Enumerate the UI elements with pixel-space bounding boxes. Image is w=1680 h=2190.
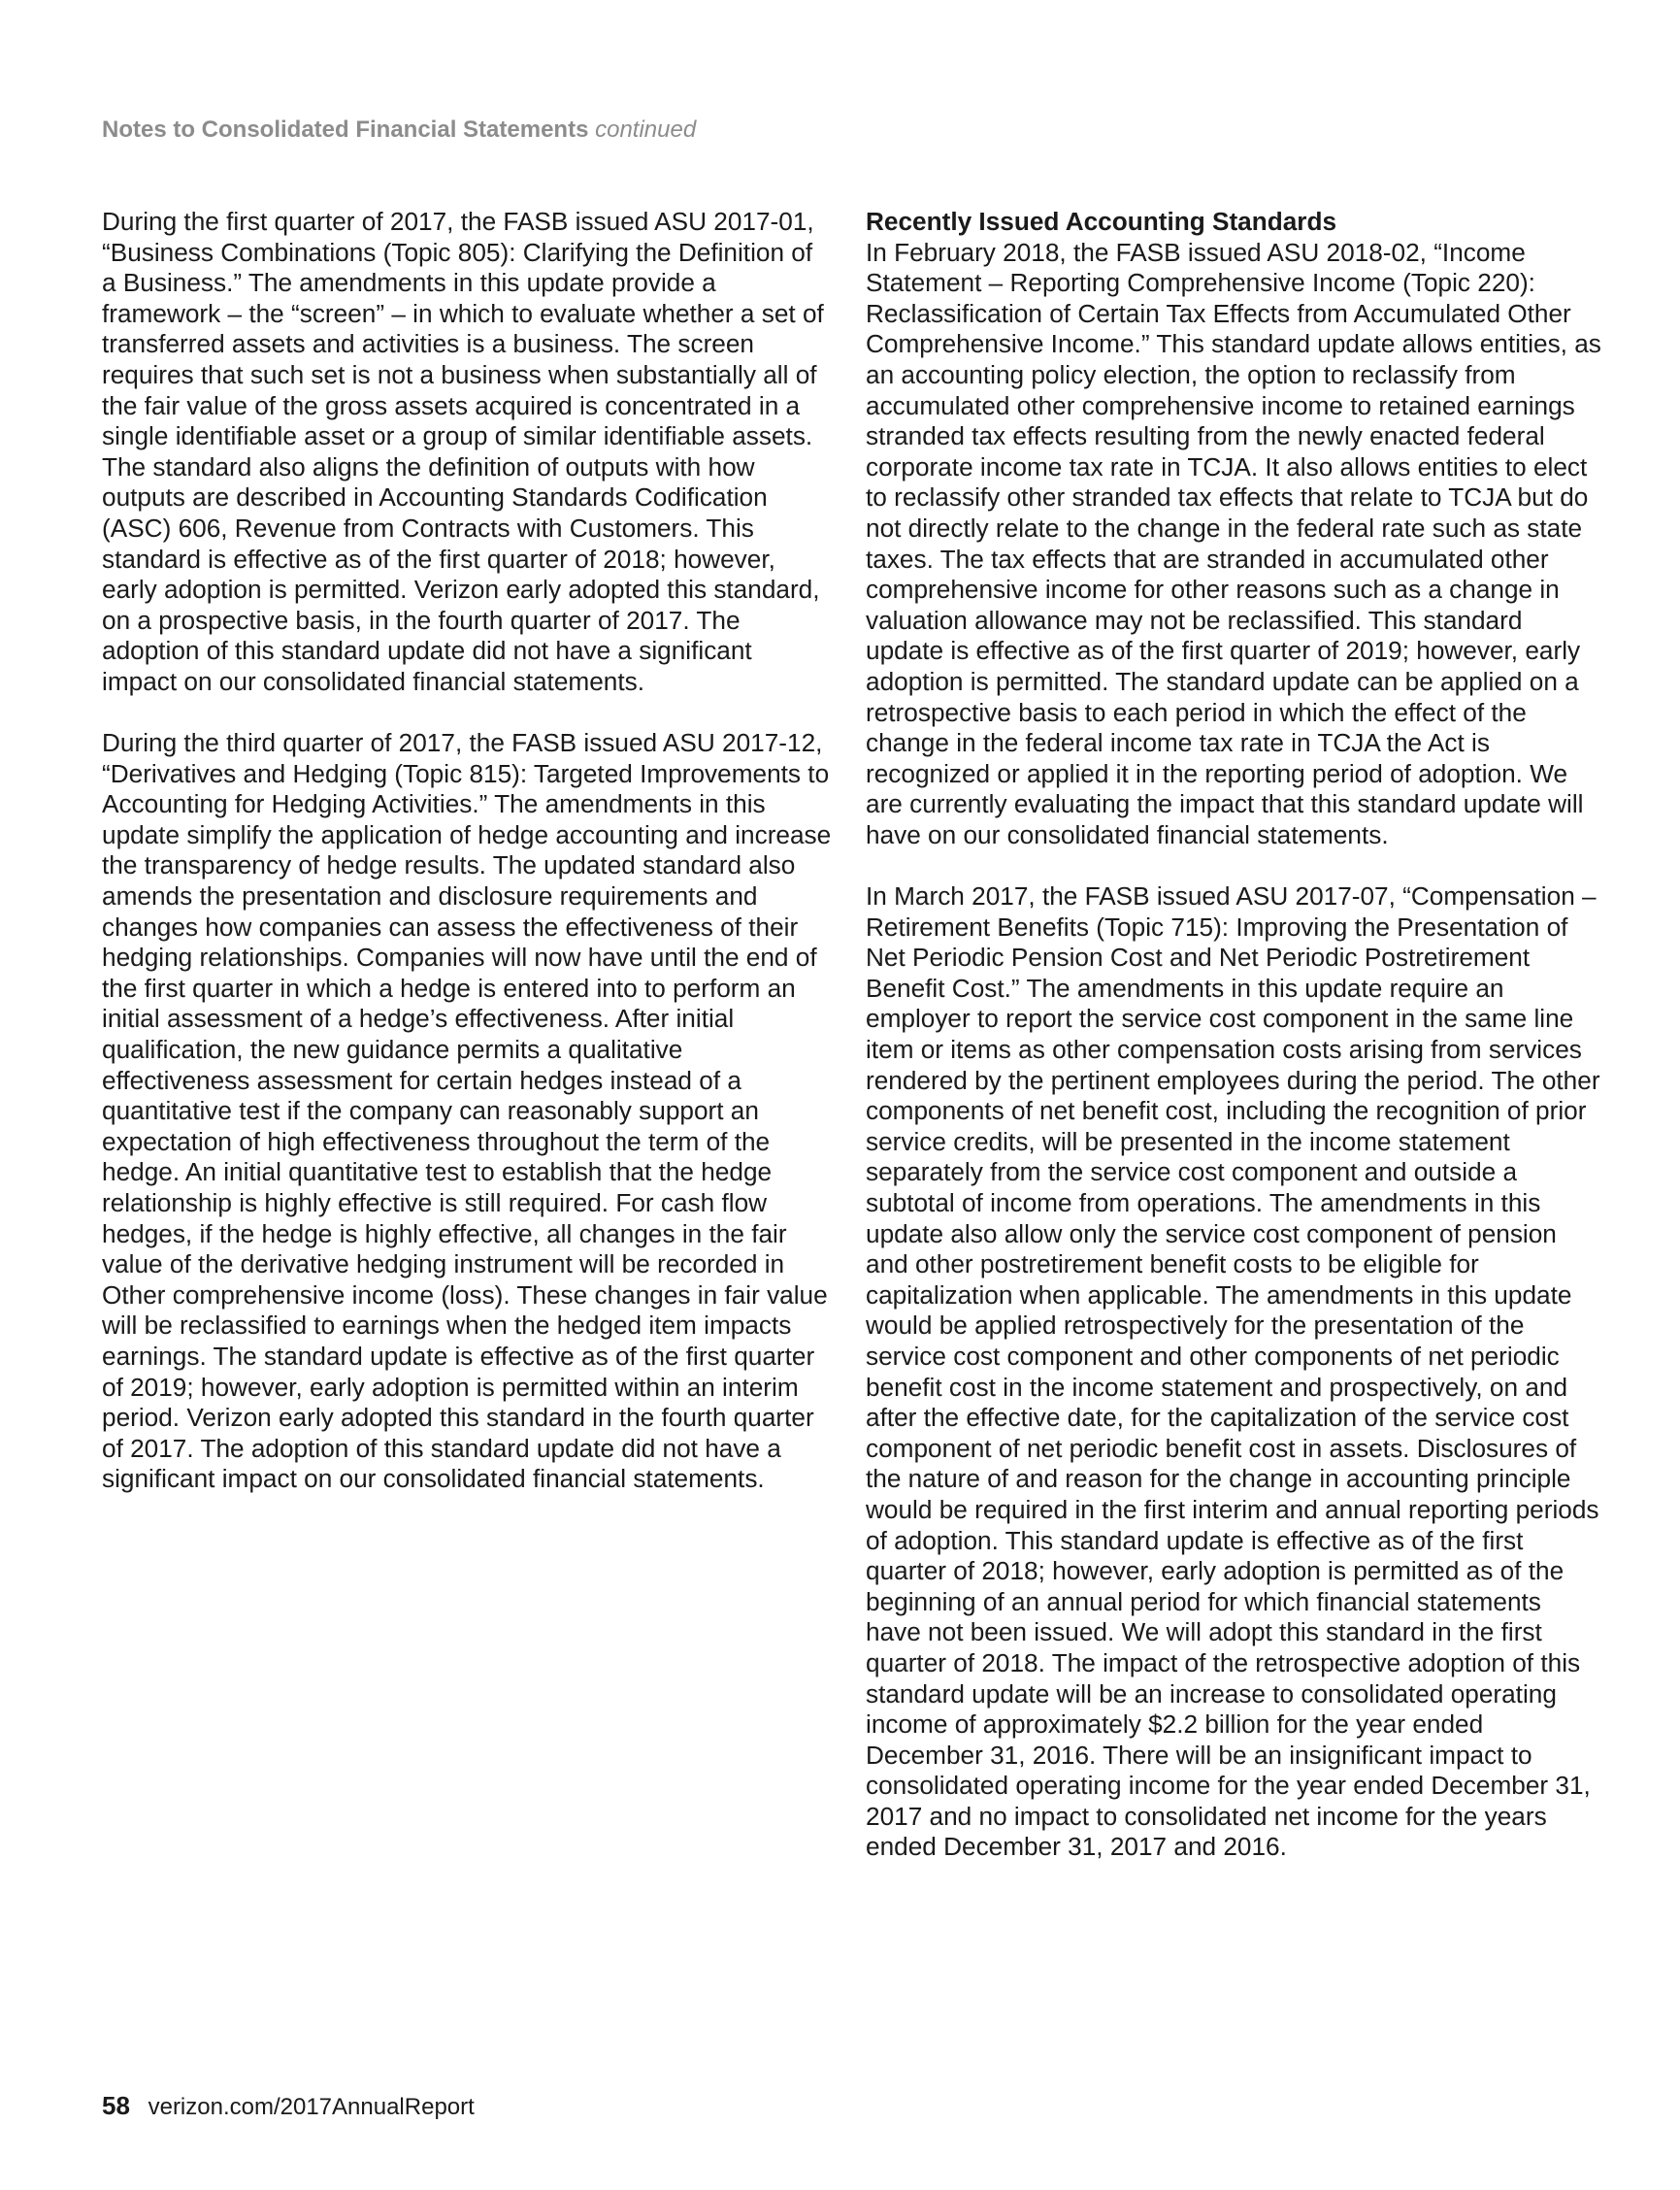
running-header xyxy=(102,116,696,144)
paragraph-asu-2018-02: In February 2018, the FASB issued ASU 2018-02, “Income Statement – Reporting Comprehensive Income (Topic 220): Reclassification of Certain Tax Effects from Accumulated Other Comprehensive Income.” This standard update allows entities, as an accounting policy election, the option to reclassify from accumulated other comprehensive income to retained earnings stranded tax effects resulting from the newly enacted federal corporate income tax rate in TCJA. It also allows entities to elect to reclassify other stranded tax effects that relate to TCJA but do not directly relate to the change in the federal rate such as state taxes. The tax effects that are stranded in accumulated other comprehensive income for other reasons such as a change in valuation allowance may not be reclassified. This standard update is effective as of the first quarter of 2019; however, early adoption is permitted. The standard update can be applied on a retrospective basis to each period in which the effect of the change in the federal income tax rate in TCJA the Act is recognized or applied it in the reporting period of adoption. We are currently evaluating the impact that this standard update will have on our consolidated financial statements. xyxy=(866,237,1601,849)
right-column xyxy=(866,207,1601,1894)
footer-url: verizon.com/2017AnnualReport xyxy=(148,2094,475,2120)
page-number: 58 xyxy=(102,2091,130,2120)
page-footer xyxy=(102,2091,475,2121)
paragraph-asu-2017-07: In March 2017, the FASB issued ASU 2017-07, “Compensation – Retirement Benefits (Topic 715): Improving the Presentation of Net Periodic Pension Cost and Net Periodic Postretirement Benefit Cost.” The amendments in this update require an employer to report the service cost component in the same line item or items as other compensation costs arising from services rendered by the pertinent employees during the period. The other components of net benefit cost, including the recognition of prior service credits, will be presented in the income statement separately from the service cost component and outside a subtotal of income from operations. The amendments in this update also allow only the service cost component of pension and other postretirement benefit costs to be eligible for capitalization when applicable. The amendments in this update would be applied retrospectively for the presentation of the service cost component and other components of net periodic benefit cost in the income statement and prospectively, on and after the effective date, for the capitalization of the service cost component of net periodic benefit cost in assets. Disclosures of the nature of and reason for the change in accounting principle would be required in the first interim and annual reporting periods of adoption. This standard update is effective as of the first quarter of 2018; however, early adoption is permitted as of the beginning of an annual period for which financial statements have not been issued. We will adopt this standard in the first quarter of 2018. The impact of the retrospective adoption of this standard update will be an increase to consolidated operating income of approximately $2.2 billion for the year ended December 31, 2016. There will be an insignificant impact to consolidated operating income for the year ended December 31, 2017 and no impact to consolidated net income for the years ended December 31, 2017 and 2016. xyxy=(866,881,1600,1862)
header-title: Notes to Consolidated Financial Statements xyxy=(102,116,589,143)
paragraph-asu-2017-12: During the third quarter of 2017, the FASB issued ASU 2017-12, “Derivatives and Hedging (Topic 815): Targeted Improvements to Accounting for Hedging Activities.” The amendments in this update simplify the application of hedge accounting and increase the transparency of hedge results. The updated standard also amends the presentation and disclosure requirements and changes how companies can assess the effectiveness of their hedging relationships. Companies will now have until the end of the first quarter in which a hedge is entered into to perform an initial assessment of a hedge’s effectiveness. After initial qualification, the new guidance permits a qualitative effectiveness assessment for certain hedges instead of a quantitative test if the company can reasonably support an expectation of high effectiveness throughout the term of the hedge. An initial quantitative test to establish that the hedge relationship is highly effective is still required. For cash flow hedges, if the hedge is highly effective, all changes in the fair value of the derivative hedging instrument will be recorded in Other comprehensive income (loss). These changes in fair value will be reclassified to earnings when the hedged item impacts earnings. The standard update is effective as of the first quarter of 2019; however, early adoption is permitted within an interim period. Verizon early adopted this standard in the fourth quarter of 2017. The adoption of this standard update did not have a significant impact on our consolidated financial statements. xyxy=(102,728,832,1494)
section-heading: Recently Issued Accounting Standards xyxy=(866,207,1337,236)
header-continued: continued xyxy=(595,116,697,143)
left-column xyxy=(102,207,832,1526)
paragraph-asu-2017-01: During the first quarter of 2017, the FASB issued ASU 2017-01, “Business Combinations (Topic 805): Clarifying the Definition of a Business.” The amendments in this update provide a framework – the “screen” – in which to evaluate whether a set of transferred assets and activities is a business. The screen requires that such set is not a business when substantially all of the fair value of the gross assets acquired is concentrated in a single identifiable asset or a group of similar identifiable assets. The standard also aligns the definition of outputs with how outputs are described in Accounting Standards Codification (ASC) 606, Revenue from Contracts with Customers. This standard is effective as of the first quarter of 2018; however, early adoption is permitted. Verizon early adopted this standard, on a prospective basis, in the fourth quarter of 2017. The adoption of this standard update did not have a significant impact on our consolidated financial statements. xyxy=(102,207,824,696)
